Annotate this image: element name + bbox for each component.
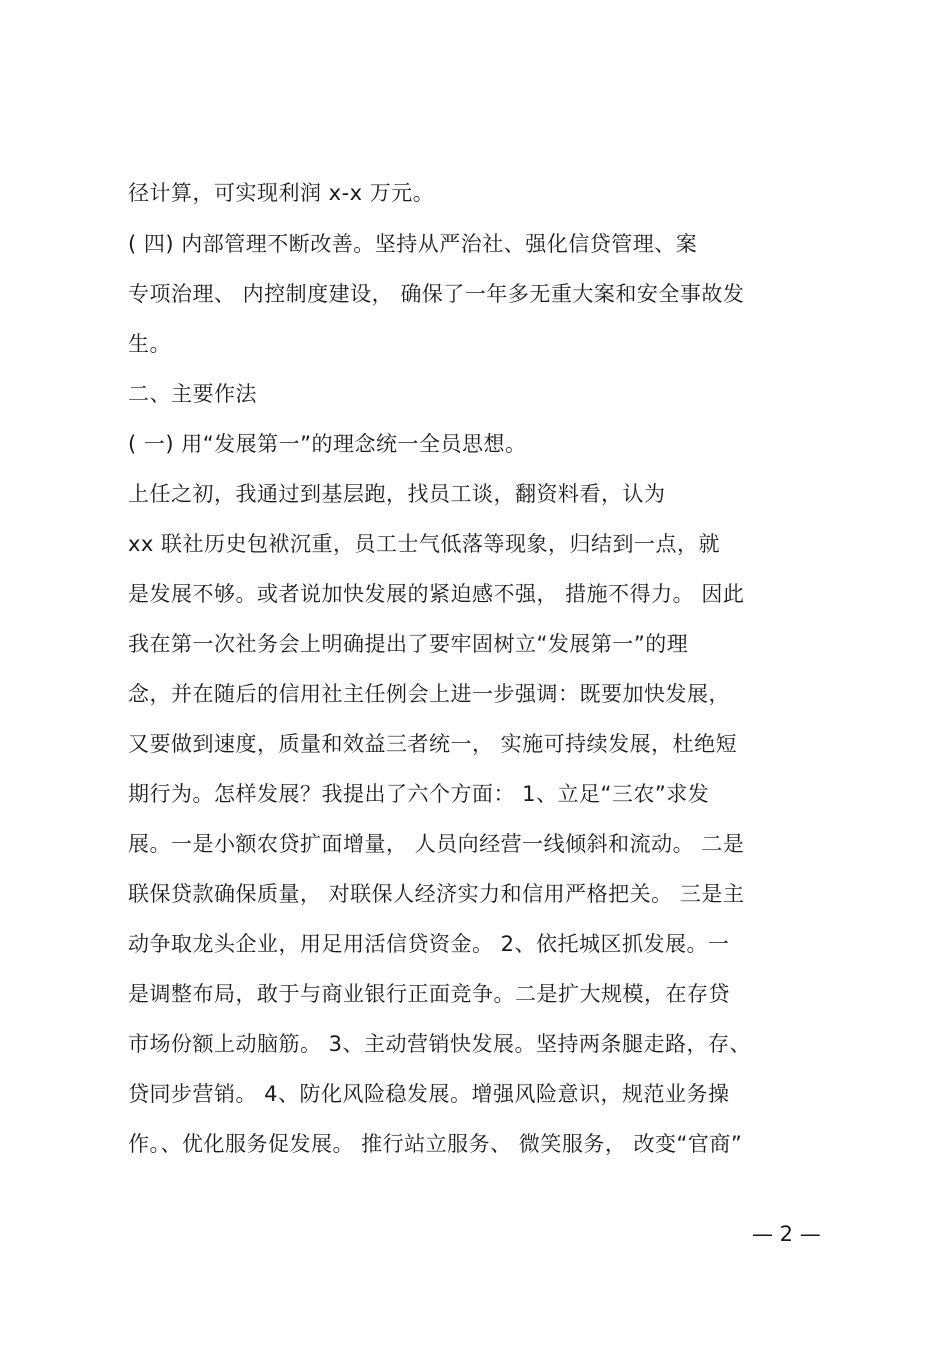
text-line: 贷同步营销。 4、防化风险稳发展。增强风险意识，规范业务操 bbox=[128, 1082, 730, 1106]
text-line: 上任之初，我通过到基层跑，找员工谈，翻资料看，认为 bbox=[128, 482, 666, 506]
text-line: 展。一是小额农贷扩面增量， 人员向经营一线倾斜和流动。 二是 bbox=[128, 832, 745, 856]
text-line: 是发展不够。或者说加快发展的紧迫感不强， 措施不得力。 因此 bbox=[128, 582, 745, 606]
text-line: 期行为。怎样发展？我提出了六个方面： 1、立足“三农”求发 bbox=[128, 782, 710, 806]
text-line: 市场份额上动脑筋。 3、主动营销快发展。坚持两条腿走路，存、 bbox=[128, 1032, 752, 1056]
text-line: 念，并在随后的信用社主任例会上进一步强调：既要加快发展， bbox=[128, 682, 730, 706]
text-line: ( 四) 内部管理不断改善。坚持从严治社、强化信贷管理、案 bbox=[128, 232, 698, 256]
section-heading: 二、主要作法 bbox=[128, 382, 257, 406]
text-line: xx 联社历史包袱沉重，员工士气低落等现象，归结到一点，就 bbox=[128, 532, 721, 556]
text-line: 作。、优化服务促发展。 推行站立服务、 微笑服务， 改变“官商” bbox=[128, 1132, 743, 1156]
text-line: 生。 bbox=[128, 332, 171, 356]
text-line: 又要做到速度，质量和效益三者统一， 实施可持续发展，杜绝短 bbox=[128, 732, 738, 756]
text-line: 专项治理、 内控制度建设， 确保了一年多无重大案和安全事故发 bbox=[128, 282, 745, 306]
text-line: 动争取龙头企业，用足用活信贷资金。 2、依托城区抓发展。一 bbox=[128, 932, 730, 956]
subsection-heading: ( 一) 用“发展第一”的理念统一全员思想。 bbox=[128, 432, 527, 456]
text-line: 我在第一次社务会上明确提出了要牢固树立“发展第一”的理 bbox=[128, 632, 689, 656]
text-line: 是调整布局，敢于与商业银行正面竞争。二是扩大规模，在存贷 bbox=[128, 982, 730, 1006]
text-line: 联保贷款确保质量， 对联保人经济实力和信用严格把关。 三是主 bbox=[128, 882, 745, 906]
text-line: 径计算，可实现利润 x-x 万元。 bbox=[128, 181, 435, 205]
page-number: — 2 — bbox=[752, 1222, 821, 1246]
